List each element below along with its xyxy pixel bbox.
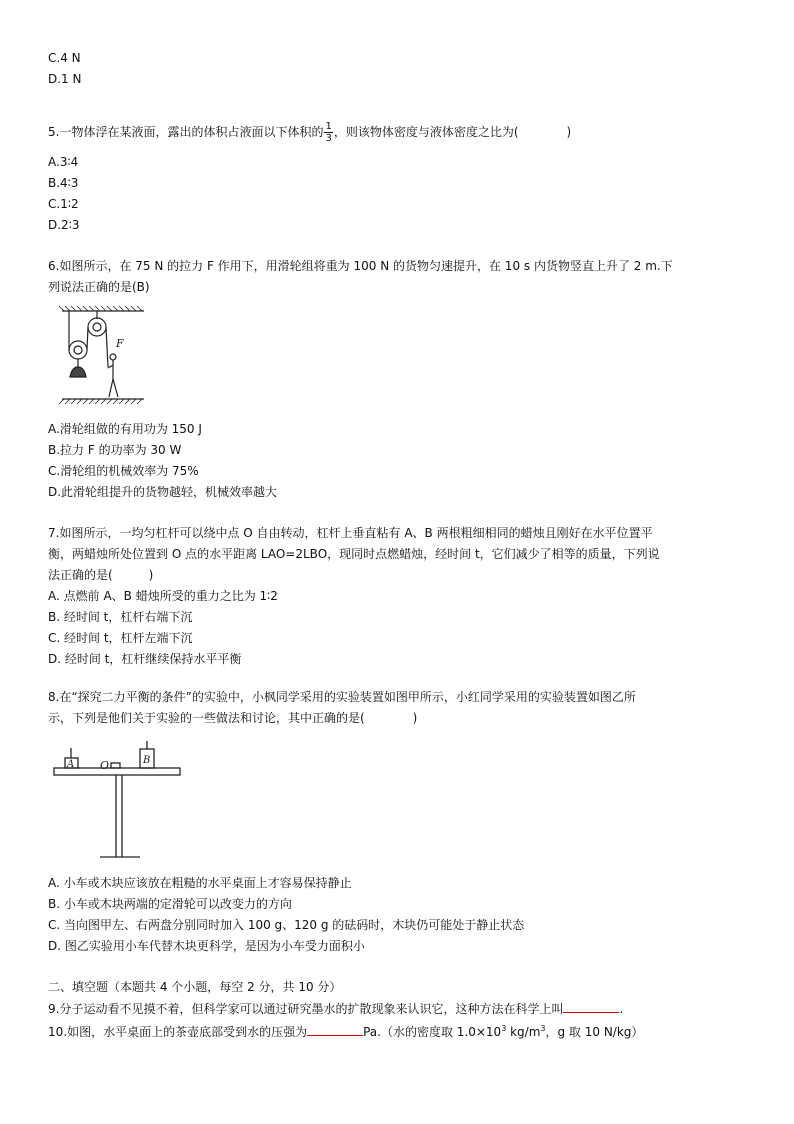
q5-text-before: 5.一物体浮在某液面，露出的体积占液面以下体积的 [48,125,324,139]
force-label: F [116,337,124,350]
q5-text-after: ，则该物体密度与液体密度之比为( ) [333,125,572,139]
q6-line-1: 6.如图所示，在 75 N 的拉力 F 作用下，用滑轮组将重为 100 N 的货物匀速提升，在 10 s 内货物竖直上升了 2 m.下 [48,259,673,273]
label-a: A [67,759,75,770]
q9-text: 9.分子运动看不见摸不着，但科学家可以通过研究墨水的扩散现象来认识它，这种方法在科学上叫 [48,1002,564,1016]
q10-unit: Pa.（水的密度取 1.0×10 [363,1025,502,1039]
q7-line-1: 7.如图所示，一均匀杠杆可以绕中点 O 自由转动，杠杆上垂直粘有 A、B 两根粗细相同的蜡烛且刚好在水平位置平 [48,526,653,540]
label-b: B [143,755,151,766]
q8-option-c: C. 当向图甲左、右两盘分别同时加入 100 g、120 g 的砝码时，木块仍可能处于静止状态 [48,918,525,932]
q9-question [48,1000,623,1017]
q7-line-3: 法正确的是( ) [48,568,154,582]
q7-option-c: C. 经时间 t，杠杆左端下沉 [48,631,193,645]
fixed-pulley [88,318,106,336]
q8-option-a: A. 小车或木块应该放在粗糙的水平桌面上才容易保持静止 [48,876,352,890]
q5-fraction: $\frac{1}{3}$ [325,121,332,144]
pivot-o [111,763,120,768]
q7-option-d: D. 经时间 t，杠杆继续保持水平平衡 [48,652,242,666]
q7-option-b: B. 经时间 t，杠杆右端下沉 [48,610,193,624]
q5-option-b: B.4∶3 [48,176,79,190]
q5-option-a: A.3∶4 [48,155,79,169]
q4-option-c: C.4 N [48,51,81,65]
person [110,354,116,360]
q4-option-d: D.1 N [48,72,82,86]
q6-option-c: C.滑轮组的机械效率为 75% [48,464,199,478]
q10-exp-2: 3 [540,1024,546,1033]
q8-line-2: 示，下列是他们关于实验的一些做法和讨论，其中正确的是( ) [48,711,418,725]
movable-pulley [69,341,87,359]
pulley-figure [58,305,150,405]
q8-option-d: D. 图乙实验用小车代替木块更科学，是因为小车受力面积小 [48,939,365,953]
lever-figure [50,738,185,863]
q9-end: . [619,1002,624,1016]
q5-option-c: C.1∶2 [48,197,79,211]
q9-answer-blank[interactable] [563,1000,619,1013]
q8-line-1: 8.在“探究二力平衡的条件”的实验中，小枫同学采用的实验装置如图甲所示，小红同学采用的实验装置如图乙所 [48,690,636,704]
label-o: O [100,759,110,772]
q5-option-d: D.2∶3 [48,218,80,232]
q8-option-b: B. 小车或木块两端的定滑轮可以改变力的方向 [48,897,292,911]
q6-line-2: 列说法正确的是(B) [48,280,150,294]
q5-question [48,121,571,144]
section-2-heading: 二、填空题（本题共 4 个小题，每空 2 分，共 10 分） [48,980,342,994]
q10-answer-blank[interactable] [307,1023,363,1036]
q6-option-d: D.此滑轮组提升的货物越轻，机械效率越大 [48,485,278,499]
cargo [70,367,86,377]
q6-option-b: B.拉力 F 的功率为 30 W [48,443,182,457]
q7-line-2: 衡，两蜡烛所处位置到 O 点的水平距离 LAO=2LBO，现同时点燃蜡烛，经时间 t，它们减少了相等的质量，下列说 [48,547,660,561]
q10-unit-2: kg/m [506,1025,541,1039]
q7-option-a: A. 点燃前 A、B 蜡烛所受的重力之比为 1∶2 [48,589,278,603]
q6-option-a: A.滑轮组做的有用功为 150 J [48,422,202,436]
q10-exp: 3 [501,1024,507,1033]
q10-tail: ，g 取 10 N/kg） [545,1025,644,1039]
q10-text: 10.如图，水平桌面上的茶壶底部受到水的压强为 [48,1025,308,1039]
q10-question [48,1021,643,1040]
